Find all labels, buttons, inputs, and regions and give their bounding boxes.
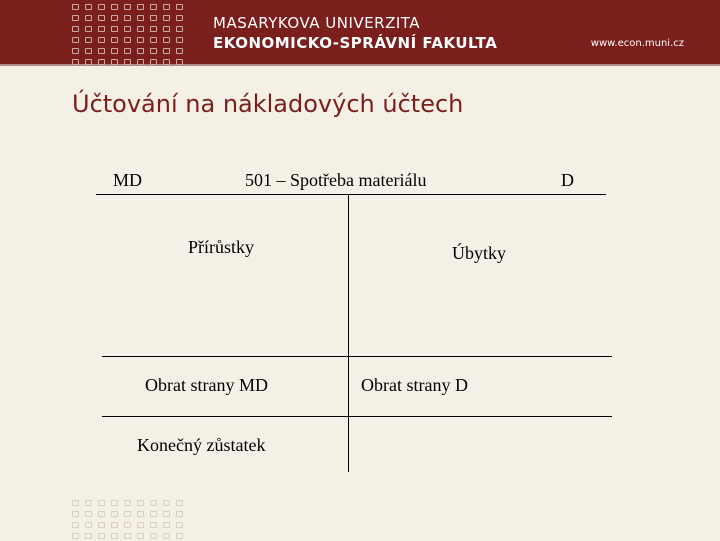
pattern-square [137, 59, 144, 65]
pattern-square [85, 48, 92, 54]
pattern-square [111, 500, 118, 506]
pattern-square [111, 533, 118, 539]
university-name: MASARYKOVA UNIVERZITA [213, 14, 421, 32]
pattern-square [98, 511, 105, 517]
pattern-square [150, 522, 157, 528]
pattern-square [163, 533, 170, 539]
website-url[interactable]: www.econ.muni.cz [590, 38, 684, 49]
footer-pattern-logo [72, 500, 185, 541]
pattern-square [124, 59, 131, 65]
pattern-square [150, 37, 157, 43]
pattern-square [85, 522, 92, 528]
pattern-square [163, 48, 170, 54]
debit-entry-label: Přírůstky [188, 237, 255, 257]
pattern-square [163, 26, 170, 32]
pattern-square [98, 26, 105, 32]
pattern-square [176, 15, 183, 21]
pattern-square [72, 59, 79, 65]
pattern-square [72, 15, 79, 21]
pattern-square [137, 37, 144, 43]
pattern-square [124, 37, 131, 43]
pattern-square [72, 37, 79, 43]
t-account-top-line [96, 194, 606, 195]
pattern-square [163, 4, 170, 10]
pattern-square [111, 26, 118, 32]
pattern-square [111, 48, 118, 54]
pattern-square [72, 48, 79, 54]
pattern-square [176, 59, 183, 65]
pattern-square [111, 4, 118, 10]
pattern-square [98, 59, 105, 65]
pattern-square [111, 37, 118, 43]
balance-line [102, 416, 612, 417]
pattern-square [150, 48, 157, 54]
pattern-square [176, 522, 183, 528]
pattern-square [137, 500, 144, 506]
pattern-square [150, 4, 157, 10]
pattern-square [176, 48, 183, 54]
pattern-square [85, 4, 92, 10]
t-account-center-line [348, 195, 349, 472]
pattern-square [124, 511, 131, 517]
credit-entry-label: Úbytky [452, 243, 506, 263]
pattern-square [176, 500, 183, 506]
faculty-name: EKONOMICKO-SPRÁVNÍ FAKULTA [213, 34, 498, 52]
pattern-square [137, 533, 144, 539]
pattern-square [150, 59, 157, 65]
pattern-square [72, 4, 79, 10]
pattern-square [163, 522, 170, 528]
pattern-square [98, 37, 105, 43]
slide-title: Účtování na nákladových účtech [72, 90, 464, 118]
pattern-square [137, 522, 144, 528]
pattern-square [176, 533, 183, 539]
pattern-square [124, 48, 131, 54]
pattern-square [137, 4, 144, 10]
pattern-square [72, 26, 79, 32]
pattern-square [72, 522, 79, 528]
pattern-square [150, 26, 157, 32]
pattern-square [124, 500, 131, 506]
credit-side-label: D [561, 170, 574, 190]
pattern-square [72, 511, 79, 517]
pattern-square [111, 15, 118, 21]
pattern-square [163, 500, 170, 506]
pattern-square [85, 59, 92, 65]
pattern-square [150, 15, 157, 21]
pattern-square [98, 48, 105, 54]
pattern-square [72, 533, 79, 539]
pattern-square [85, 15, 92, 21]
header-pattern-logo [72, 4, 185, 67]
pattern-square [137, 26, 144, 32]
pattern-square [137, 48, 144, 54]
debit-turnover-label: Obrat strany MD [145, 375, 268, 395]
pattern-square [150, 533, 157, 539]
pattern-square [176, 4, 183, 10]
pattern-square [137, 511, 144, 517]
pattern-square [85, 533, 92, 539]
pattern-square [72, 500, 79, 506]
pattern-square [85, 500, 92, 506]
credit-turnover-label: Obrat strany D [361, 375, 468, 395]
pattern-square [163, 511, 170, 517]
pattern-square [111, 59, 118, 65]
pattern-square [85, 37, 92, 43]
pattern-square [98, 500, 105, 506]
pattern-square [111, 511, 118, 517]
pattern-square [111, 522, 118, 528]
pattern-square [85, 511, 92, 517]
pattern-square [150, 500, 157, 506]
pattern-square [124, 533, 131, 539]
pattern-square [176, 26, 183, 32]
pattern-square [85, 26, 92, 32]
pattern-square [163, 37, 170, 43]
pattern-square [176, 37, 183, 43]
closing-balance-label: Konečný zůstatek [137, 435, 266, 455]
pattern-square [124, 26, 131, 32]
pattern-square [98, 522, 105, 528]
pattern-square [124, 15, 131, 21]
pattern-square [163, 15, 170, 21]
pattern-square [176, 511, 183, 517]
pattern-square [163, 59, 170, 65]
pattern-square [98, 533, 105, 539]
pattern-square [137, 15, 144, 21]
debit-side-label: MD [113, 170, 143, 190]
pattern-square [124, 4, 131, 10]
pattern-square [150, 511, 157, 517]
turnover-line [102, 356, 612, 357]
pattern-square [98, 4, 105, 10]
pattern-square [124, 522, 131, 528]
account-name: 501 – Spotřeba materiálu [245, 170, 427, 190]
pattern-square [98, 15, 105, 21]
